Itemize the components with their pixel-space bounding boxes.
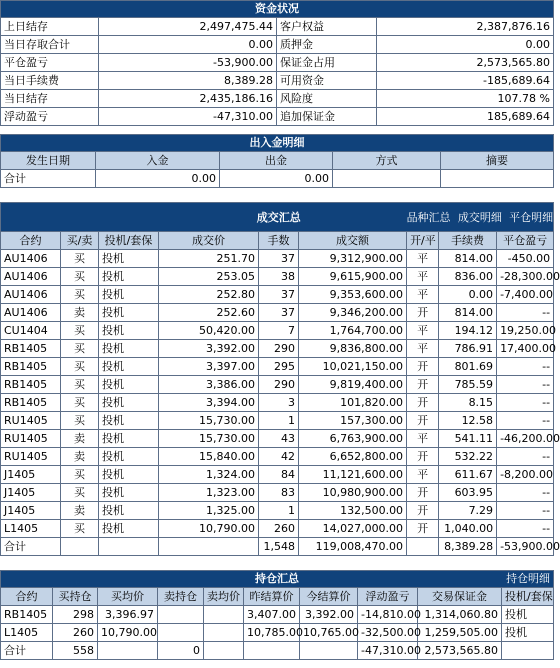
- trades-link-close-detail[interactable]: 平仓明细: [509, 210, 554, 224]
- trade-cell: 买: [61, 340, 99, 358]
- trade-cell: 11,121,600.00: [299, 466, 407, 484]
- trade-cell: 投机: [99, 448, 159, 466]
- position-cell: 3,392.00: [300, 606, 358, 624]
- trades-col-header: 合约: [1, 232, 61, 250]
- funds-row: [1, 54, 554, 72]
- trades-col-header: 手数: [259, 232, 299, 250]
- trade-cell: 42: [259, 448, 299, 466]
- positions-col-header: 投机/套保: [502, 588, 554, 606]
- trade-cell: 开: [407, 358, 439, 376]
- funds-label: 当日结存: [1, 90, 99, 108]
- funds-label: 质押金: [277, 36, 377, 54]
- funds-label: 上日结存: [1, 18, 99, 36]
- trade-cell: 9,836,800.00: [299, 340, 407, 358]
- trade-cell: 平: [407, 340, 439, 358]
- trade-cell: --: [497, 394, 554, 412]
- trade-cell: 541.11: [439, 430, 497, 448]
- trade-cell: 84: [259, 466, 299, 484]
- trade-cell: 83: [259, 484, 299, 502]
- trade-cell: 14,027,000.00: [299, 520, 407, 538]
- funds-value: 2,435,186.16: [99, 90, 277, 108]
- trade-cell: 开: [407, 484, 439, 502]
- trade-cell: 平: [407, 250, 439, 268]
- trade-cell: 15,730.00: [159, 412, 259, 430]
- trade-cell: 1,040.00: [439, 520, 497, 538]
- position-cell: 10,785.00: [244, 624, 300, 642]
- trades-col-header: 平仓盈亏: [497, 232, 554, 250]
- trade-cell: 157,300.00: [299, 412, 407, 430]
- cash-total-out: 0.00: [220, 170, 333, 188]
- positions-total-pnl: -47,310.00: [358, 642, 418, 660]
- position-cell: 1,259,505.00: [418, 624, 502, 642]
- trade-row: [1, 304, 554, 322]
- trade-cell: --: [497, 502, 554, 520]
- position-row: [1, 624, 554, 642]
- trade-cell: 290: [259, 376, 299, 394]
- trade-cell: 投机: [99, 304, 159, 322]
- trade-cell: 开: [407, 502, 439, 520]
- trade-cell: 投机: [99, 250, 159, 268]
- position-cell: [158, 624, 204, 642]
- trade-cell: 投机: [99, 268, 159, 286]
- trade-cell: 50,420.00: [159, 322, 259, 340]
- trade-cell: 3,394.00: [159, 394, 259, 412]
- trade-cell: 平: [407, 286, 439, 304]
- position-cell: -14,810.00: [358, 606, 418, 624]
- trade-cell: 603.95: [439, 484, 497, 502]
- trade-cell: 卖: [61, 430, 99, 448]
- trade-cell: 9,346,200.00: [299, 304, 407, 322]
- positions-title: 持仓汇总: [255, 572, 300, 585]
- funds-value: 0.00: [99, 36, 277, 54]
- trade-cell: 开: [407, 304, 439, 322]
- trade-cell: 买: [61, 394, 99, 412]
- funds-value: -53,900.00: [99, 54, 277, 72]
- funds-label: 风险度: [277, 90, 377, 108]
- positions-total-sell: 0: [158, 642, 204, 660]
- trade-cell: 251.70: [159, 250, 259, 268]
- trade-row: [1, 340, 554, 358]
- trade-row: [1, 268, 554, 286]
- position-cell: 1,314,060.80: [418, 606, 502, 624]
- trade-cell: 15,840.00: [159, 448, 259, 466]
- trade-cell: 786.91: [439, 340, 497, 358]
- trade-cell: 532.22: [439, 448, 497, 466]
- trade-cell: 开: [407, 448, 439, 466]
- trade-cell: J1405: [1, 502, 61, 520]
- trade-cell: 814.00: [439, 304, 497, 322]
- trade-cell: 9,819,400.00: [299, 376, 407, 394]
- trade-cell: 买: [61, 322, 99, 340]
- trade-row: [1, 322, 554, 340]
- positions-col-header: 交易保证金: [418, 588, 502, 606]
- trade-row: [1, 430, 554, 448]
- funds-label: 浮动盈亏: [1, 108, 99, 126]
- funds-row: [1, 90, 554, 108]
- position-cell: 投机: [502, 606, 554, 624]
- trade-cell: 37: [259, 286, 299, 304]
- position-cell: 10,790.00: [98, 624, 158, 642]
- cash-total-in: 0.00: [96, 170, 220, 188]
- trade-cell: -46,200.00: [497, 430, 554, 448]
- position-cell: 3,407.00: [244, 606, 300, 624]
- trade-cell: 260: [259, 520, 299, 538]
- trade-cell: 开: [407, 520, 439, 538]
- funds-row: [1, 36, 554, 54]
- trade-cell: 投机: [99, 466, 159, 484]
- cash-col-summary: 摘要: [441, 152, 554, 170]
- cash-col-date: 发生日期: [1, 152, 96, 170]
- position-cell: 3,396.97: [98, 606, 158, 624]
- trade-row: [1, 376, 554, 394]
- trade-row: [1, 286, 554, 304]
- trade-cell: 19,250.00: [497, 322, 554, 340]
- trade-cell: 1,764,700.00: [299, 322, 407, 340]
- trade-cell: 1: [259, 502, 299, 520]
- funds-label: 客户权益: [277, 18, 377, 36]
- trade-cell: 10,980,900.00: [299, 484, 407, 502]
- trade-cell: 3,386.00: [159, 376, 259, 394]
- position-cell: [204, 606, 244, 624]
- trade-cell: AU1406: [1, 250, 61, 268]
- funds-value: 185,689.64: [377, 108, 554, 126]
- position-cell: [204, 624, 244, 642]
- trade-cell: 252.60: [159, 304, 259, 322]
- trade-row: [1, 412, 554, 430]
- funds-title: 资金状况: [1, 1, 554, 18]
- cash-total-label: 合计: [1, 170, 96, 188]
- position-cell: 投机: [502, 624, 554, 642]
- trade-cell: 买: [61, 520, 99, 538]
- trade-row: [1, 394, 554, 412]
- trade-cell: CU1404: [1, 322, 61, 340]
- trade-cell: 6,652,800.00: [299, 448, 407, 466]
- trade-cell: 6,763,900.00: [299, 430, 407, 448]
- trade-cell: --: [497, 448, 554, 466]
- trade-cell: RU1405: [1, 448, 61, 466]
- trade-cell: 10,790.00: [159, 520, 259, 538]
- trade-cell: AU1406: [1, 268, 61, 286]
- positions-link-detail[interactable]: 持仓明细: [506, 572, 551, 585]
- trade-cell: -7,400.00: [497, 286, 554, 304]
- position-cell: RB1405: [1, 606, 53, 624]
- trade-cell: RB1405: [1, 340, 61, 358]
- trade-cell: 投机: [99, 322, 159, 340]
- trade-cell: 投机: [99, 358, 159, 376]
- funds-row: [1, 18, 554, 36]
- trade-cell: 1: [259, 412, 299, 430]
- trades-total-lots: 1,548: [259, 538, 299, 556]
- funds-value: 2,387,876.16: [377, 18, 554, 36]
- trade-cell: 卖: [61, 304, 99, 322]
- trade-cell: -450.00: [497, 250, 554, 268]
- trade-cell: 卖: [61, 448, 99, 466]
- positions-col-header: 浮动盈亏: [358, 588, 418, 606]
- trade-cell: 买: [61, 466, 99, 484]
- positions-col-header: 昨结算价: [244, 588, 300, 606]
- trades-col-header: 手续费: [439, 232, 497, 250]
- trade-cell: 开: [407, 412, 439, 430]
- funds-row: [1, 72, 554, 90]
- trade-cell: 投机: [99, 430, 159, 448]
- trades-total-amount: 119,008,470.00: [299, 538, 407, 556]
- trades-col-header: 成交价: [159, 232, 259, 250]
- trade-cell: RB1405: [1, 376, 61, 394]
- trades-total-label: 合计: [1, 538, 61, 556]
- trade-row: [1, 484, 554, 502]
- positions-total-label: 合计: [1, 642, 53, 660]
- trade-cell: 买: [61, 358, 99, 376]
- trade-cell: 253.05: [159, 268, 259, 286]
- trade-cell: -8,200.00: [497, 466, 554, 484]
- trade-cell: 卖: [61, 502, 99, 520]
- trade-cell: 252.80: [159, 286, 259, 304]
- position-row: [1, 606, 554, 624]
- positions-col-header: 买持仓: [53, 588, 98, 606]
- trade-cell: 投机: [99, 340, 159, 358]
- funds-value: 107.78 %: [377, 90, 554, 108]
- trade-cell: --: [497, 358, 554, 376]
- trade-cell: 投机: [99, 520, 159, 538]
- cash-total-summary: [441, 170, 554, 188]
- trades-link-variety-summary[interactable]: 品种汇总: [406, 210, 451, 224]
- trade-cell: 8.15: [439, 394, 497, 412]
- trade-cell: 101,820.00: [299, 394, 407, 412]
- trade-cell: 801.69: [439, 358, 497, 376]
- trade-cell: 投机: [99, 502, 159, 520]
- trade-cell: 买: [61, 376, 99, 394]
- trade-cell: --: [497, 412, 554, 430]
- cash-col-method: 方式: [333, 152, 441, 170]
- trade-cell: 买: [61, 412, 99, 430]
- trade-cell: 132,500.00: [299, 502, 407, 520]
- position-cell: 298: [53, 606, 98, 624]
- cash-col-in: 入金: [96, 152, 220, 170]
- trade-cell: 10,021,150.00: [299, 358, 407, 376]
- trade-cell: J1405: [1, 484, 61, 502]
- funds-table: [0, 0, 554, 126]
- trade-cell: 投机: [99, 376, 159, 394]
- trades-col-header: 开/平: [407, 232, 439, 250]
- trade-cell: 836.00: [439, 268, 497, 286]
- trade-cell: 开: [407, 394, 439, 412]
- position-cell: [158, 606, 204, 624]
- trade-row: [1, 502, 554, 520]
- trade-cell: 买: [61, 268, 99, 286]
- positions-col-header: 卖均价: [204, 588, 244, 606]
- position-cell: 10,765.00: [300, 624, 358, 642]
- trade-cell: RU1405: [1, 430, 61, 448]
- funds-value: -47,310.00: [99, 108, 277, 126]
- trade-cell: 1,324.00: [159, 466, 259, 484]
- trade-cell: --: [497, 376, 554, 394]
- funds-label: 平仓盈亏: [1, 54, 99, 72]
- trade-cell: 平: [407, 466, 439, 484]
- trades-link-trade-detail[interactable]: 成交明细: [457, 210, 502, 224]
- trades-total-pnl: -53,900.00: [497, 538, 554, 556]
- trade-cell: RB1405: [1, 358, 61, 376]
- funds-label: 保证金占用: [277, 54, 377, 72]
- trade-cell: 43: [259, 430, 299, 448]
- trade-cell: 3,392.00: [159, 340, 259, 358]
- trade-cell: 37: [259, 304, 299, 322]
- positions-table: [0, 570, 554, 660]
- trade-cell: 38: [259, 268, 299, 286]
- trade-cell: AU1406: [1, 304, 61, 322]
- trade-cell: 1,325.00: [159, 502, 259, 520]
- positions-col-header: 买均价: [98, 588, 158, 606]
- trade-cell: 12.58: [439, 412, 497, 430]
- trades-title: 成交汇总: [256, 210, 301, 224]
- cash-title: 出入金明细: [1, 135, 554, 152]
- trade-cell: 9,615,900.00: [299, 268, 407, 286]
- trades-col-header: 投机/套保: [99, 232, 159, 250]
- trade-cell: 3: [259, 394, 299, 412]
- trade-cell: 7.29: [439, 502, 497, 520]
- trade-cell: L1405: [1, 520, 61, 538]
- trade-cell: 17,400.00: [497, 340, 554, 358]
- trade-cell: 814.00: [439, 250, 497, 268]
- funds-value: 2,573,565.80: [377, 54, 554, 72]
- cash-col-out: 出金: [220, 152, 333, 170]
- trade-cell: 买: [61, 484, 99, 502]
- trade-cell: 611.67: [439, 466, 497, 484]
- trade-cell: --: [497, 484, 554, 502]
- positions-total-buy: 558: [53, 642, 98, 660]
- trade-cell: 1,323.00: [159, 484, 259, 502]
- position-cell: -32,500.00: [358, 624, 418, 642]
- trade-cell: 9,312,900.00: [299, 250, 407, 268]
- trade-row: [1, 250, 554, 268]
- trade-cell: 37: [259, 250, 299, 268]
- funds-value: -185,689.64: [377, 72, 554, 90]
- trade-cell: 7: [259, 322, 299, 340]
- positions-col-header: 卖持仓: [158, 588, 204, 606]
- trade-cell: -28,300.00: [497, 268, 554, 286]
- trade-cell: 买: [61, 250, 99, 268]
- trade-cell: --: [497, 304, 554, 322]
- funds-label: 当日存取合计: [1, 36, 99, 54]
- cash-table: [0, 134, 554, 188]
- trade-cell: 0.00: [439, 286, 497, 304]
- trade-row: [1, 466, 554, 484]
- trade-row: [1, 520, 554, 538]
- funds-label: 可用资金: [277, 72, 377, 90]
- funds-value: 2,497,475.44: [99, 18, 277, 36]
- trade-row: [1, 358, 554, 376]
- trades-table: [0, 202, 560, 556]
- trade-cell: 3,397.00: [159, 358, 259, 376]
- trade-cell: RB1405: [1, 394, 61, 412]
- trade-cell: 194.12: [439, 322, 497, 340]
- funds-value: 8,389.28: [99, 72, 277, 90]
- funds-row: [1, 108, 554, 126]
- trade-cell: 平: [407, 322, 439, 340]
- trade-cell: 开: [407, 376, 439, 394]
- position-cell: L1405: [1, 624, 53, 642]
- trade-cell: 295: [259, 358, 299, 376]
- trade-cell: 290: [259, 340, 299, 358]
- funds-value: 0.00: [377, 36, 554, 54]
- positions-col-header: 今结算价: [300, 588, 358, 606]
- cash-total-method: [333, 170, 441, 188]
- trade-cell: 785.59: [439, 376, 497, 394]
- trade-cell: 投机: [99, 484, 159, 502]
- trade-cell: 9,353,600.00: [299, 286, 407, 304]
- trade-cell: 买: [61, 286, 99, 304]
- trade-cell: 平: [407, 430, 439, 448]
- trade-cell: 投机: [99, 286, 159, 304]
- position-cell: 260: [53, 624, 98, 642]
- trades-col-header: 买/卖: [61, 232, 99, 250]
- trade-cell: 平: [407, 268, 439, 286]
- trade-cell: 投机: [99, 412, 159, 430]
- trade-cell: AU1406: [1, 286, 61, 304]
- trade-cell: RU1405: [1, 412, 61, 430]
- trade-cell: 15,730.00: [159, 430, 259, 448]
- trade-cell: --: [497, 520, 554, 538]
- positions-col-header: 合约: [1, 588, 53, 606]
- trade-cell: J1405: [1, 466, 61, 484]
- trade-row: [1, 448, 554, 466]
- trades-col-header: 成交额: [299, 232, 407, 250]
- trades-total-fee: 8,389.28: [439, 538, 497, 556]
- funds-label: 当日手续费: [1, 72, 99, 90]
- trade-cell: 投机: [99, 394, 159, 412]
- positions-total-margin: 2,573,565.80: [418, 642, 502, 660]
- funds-label: 追加保证金: [277, 108, 377, 126]
